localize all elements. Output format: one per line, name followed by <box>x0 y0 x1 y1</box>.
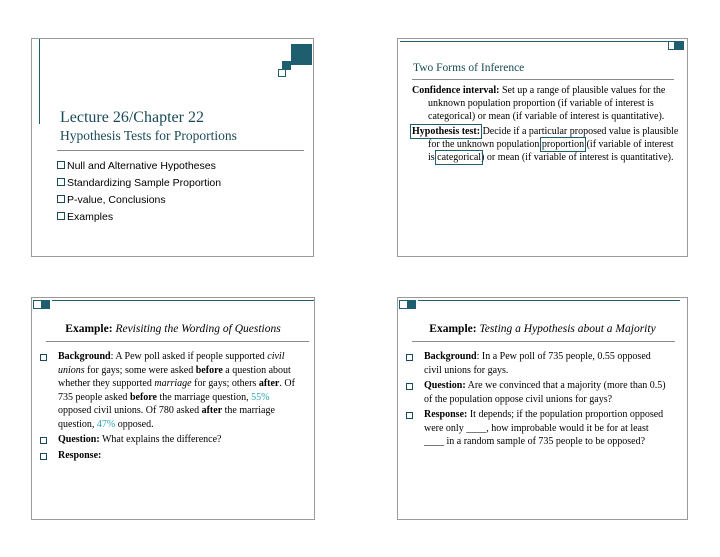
slide-title: Example: Revisiting the Wording of Questions <box>65 323 281 335</box>
hypothesis-test-paragraph: Hypothesis test: Decide if a particular proposed value is plausible for the unknown population proportion (if variable of interest is categorical) or mean (if variable of interest is quantitative). <box>412 126 679 163</box>
square-bullet-icon <box>406 383 413 390</box>
title-divider <box>57 150 304 151</box>
slide-title: Two Forms of Inference <box>413 62 525 74</box>
confidence-interval-paragraph: Confidence interval: Set up a range of plausible values for the unknown population proportion (if variable of interest is categorical) or mean (if variable of interest is quantitative). <box>412 85 666 122</box>
slide-decoration <box>32 39 40 124</box>
square-bullet-icon <box>57 178 65 186</box>
title-divider <box>46 341 309 342</box>
decor-square <box>278 69 286 77</box>
slide-1 <box>31 38 314 257</box>
square-bullet-icon <box>40 437 47 444</box>
slide-decoration <box>400 41 668 42</box>
square-bullet-icon <box>406 412 413 419</box>
square-bullet-icon <box>57 212 65 220</box>
list-item: Question: Are we convinced that a majority (more than 0.5) of the population oppose civil unions for gays? <box>406 379 671 406</box>
slide-body <box>40 350 305 464</box>
slide-subtitle: Hypothesis Tests for Proportions <box>60 128 237 143</box>
decor-square <box>668 41 675 50</box>
slide-decoration <box>418 300 680 301</box>
square-bullet-icon <box>57 195 65 203</box>
list-item: Response: <box>40 449 305 463</box>
title-divider <box>412 341 675 342</box>
slide-3 <box>31 297 315 520</box>
square-bullet-icon <box>57 161 65 169</box>
slide-title: Lecture 26/Chapter 22 <box>60 109 204 126</box>
list-item: Response: It depends; if the population proportion opposed were only ____, how improbable would it be for at least ____ in a random sample of 735 people to be opposed? <box>406 408 671 449</box>
topic-list <box>57 158 221 226</box>
decor-square <box>407 300 416 309</box>
slide-4 <box>397 297 688 520</box>
square-bullet-icon <box>406 354 413 361</box>
slide-decoration <box>52 300 314 301</box>
decor-square <box>41 300 50 309</box>
square-bullet-icon <box>40 354 47 361</box>
list-item: Question: What explains the difference? <box>40 433 305 447</box>
square-bullet-icon <box>40 453 47 460</box>
slide-body <box>406 350 671 451</box>
list-item: Background: A Pew poll asked if people supported civil unions for gays; some were asked before a question about whether they supported marriage for gays; others after. Of 735 people asked before the marriage question, 55% opposed civil unions. Of 780 asked after the marriage question, 47% opposed. <box>40 350 305 431</box>
slide-title: Example: Testing a Hypothesis about a Majority <box>429 323 656 335</box>
list-item: Standardizing Sample Proportion <box>57 175 221 192</box>
decor-square <box>675 41 684 50</box>
list-item: P-value, Conclusions <box>57 192 221 209</box>
slide-2 <box>397 38 688 257</box>
slide-body <box>412 84 680 166</box>
list-item: Examples <box>57 209 221 226</box>
list-item: Null and Alternative Hypotheses <box>57 158 221 175</box>
title-divider <box>412 79 674 80</box>
decor-square <box>291 44 312 65</box>
list-item: Background: In a Pew poll of 735 people, 0.55 opposed civil unions for gays. <box>406 350 671 377</box>
